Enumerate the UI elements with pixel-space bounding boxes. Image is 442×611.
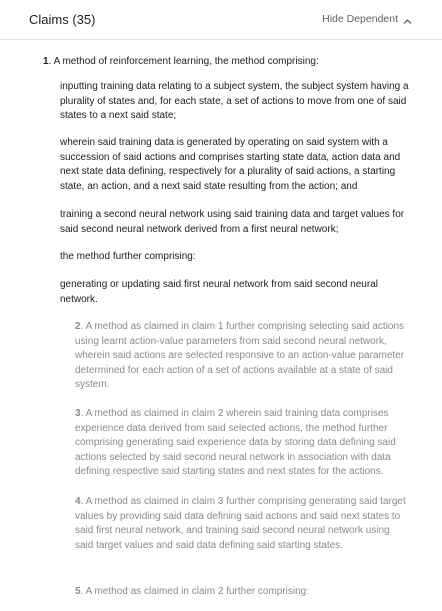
claim-text: A method as claimed in claim 2 wherein said training data comprises experience data derived from said selected actions, the method further comprising generating said experience data by storing data defining said actions selected by said second neural network in association with data defining respective said starting states and next states for the actions. (75, 408, 396, 477)
claim-text: A method as claimed in claim 2 further comprising: (85, 586, 310, 597)
claim-text: A method as claimed in claim 3 further comprising generating said target values by providing said data defining said actions and said next states to said first neural network, and training said second neural network using said target values and said data defining said starting states. (75, 496, 406, 551)
claim-number: 5 (75, 586, 81, 597)
dependent-claim-4: 4. A method as claimed in claim 3 further comprising generating said target values by providing said data defining said actions and said next states to said first neural network, and training said second neural network using said target values and said data defining said starting states. (75, 496, 406, 551)
chevron-up-icon (403, 16, 412, 23)
claim-1-paragraph: wherein said training data is generated by operating on said system with a succession of said actions and comprises starting state data, action data and next state data defining, respectively for a plurality of said actions, a starting state, an action, and a next said state resulting from the action; and (60, 137, 401, 192)
dependent-claim-5: 5. A method as claimed in claim 2 further comprising: (75, 586, 310, 597)
claim-number: 2 (75, 321, 81, 332)
claim-number: 3 (75, 408, 81, 419)
claim-1-paragraph: the method further comprising: (60, 251, 196, 262)
claim-text: A method as claimed in claim 1 further comprising selecting said actions using learnt action-value parameters from said second neural network, wherein said actions are selected responsive to an action-value parameter determined for each action of a set of actions available at a state of said system. (75, 321, 405, 390)
hide-dependent-toggle[interactable] (322, 13, 412, 25)
claim-1-paragraph: generating or updating said first neural network from said second neural network. (60, 279, 378, 305)
claim-1-paragraph: training a second neural network using said training data and target values for said second neural network derived from a first neural network; (60, 209, 405, 235)
claim-number: 1 (43, 56, 49, 67)
claim-1-paragraph: inputting training data relating to a subject system, the subject system having a plurality of states and, for each state, a set of actions to move from one of said states to a next said state; (60, 81, 409, 121)
claim-number: 4 (75, 496, 81, 507)
dependent-claim-2: 2. A method as claimed in claim 1 further comprising selecting said actions using learnt action-value parameters from said second neural network, wherein said actions are selected responsive to an action-value parameter determined for each action of a set of actions available at a state of said system. (75, 321, 405, 390)
claims-title: Claims (35) (29, 12, 96, 27)
hide-dependent-label: Hide Dependent (322, 13, 398, 25)
claim-intro: A method of reinforcement learning, the method comprising: (53, 56, 319, 67)
claims-header (0, 0, 442, 40)
dependent-claim-3: 3. A method as claimed in claim 2 wherein said training data comprises experience data derived from said selected actions, the method further comprising generating said experience data by storing data defining said actions selected by said second neural network in association with data defining respective said starting states and next states for the actions. (75, 408, 396, 477)
claim-1-heading: 1. A method of reinforcement learning, the method comprising: (43, 56, 319, 67)
